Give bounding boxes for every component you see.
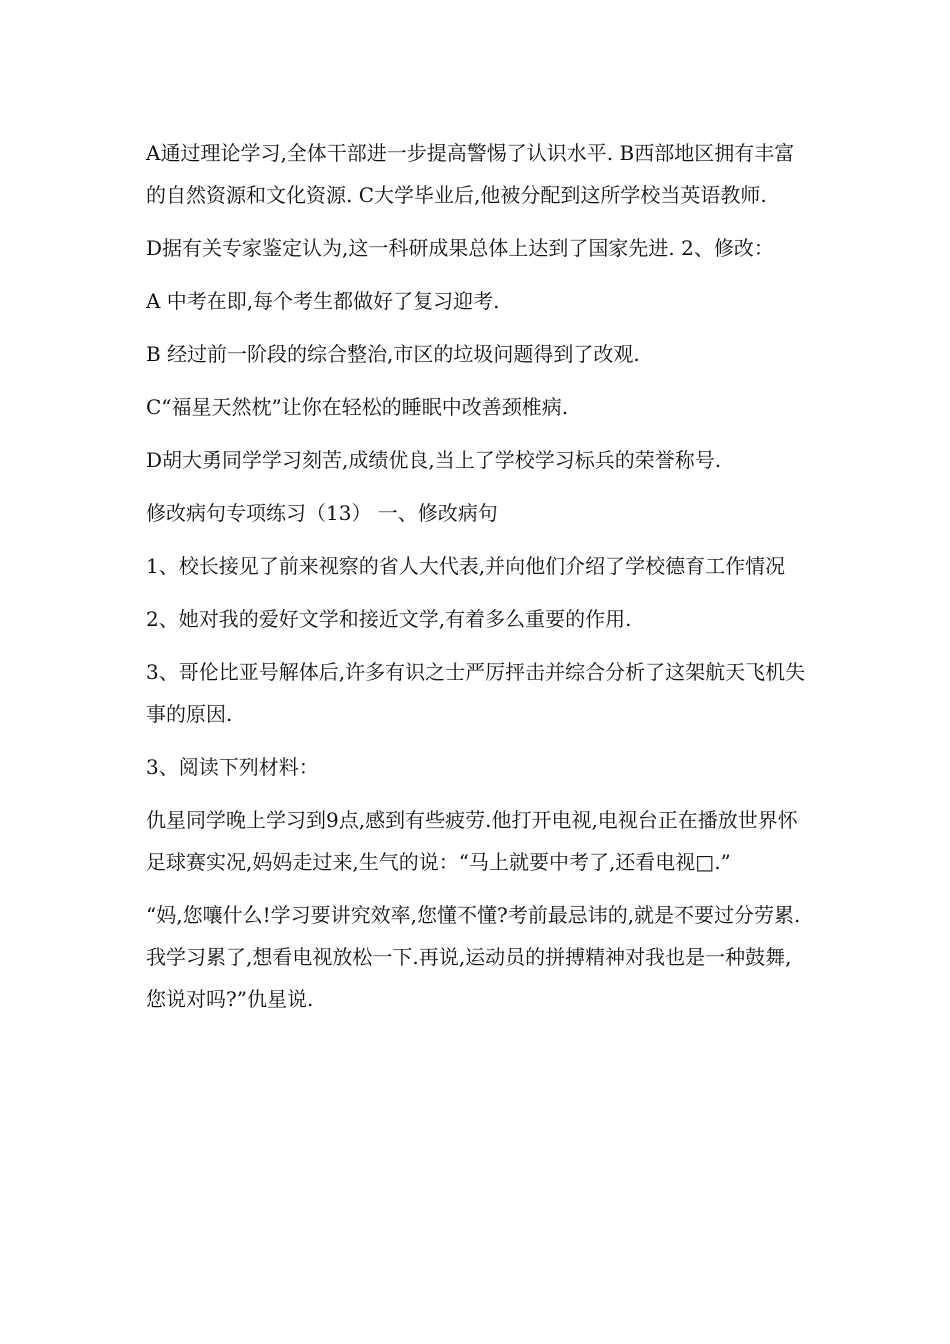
paragraph-9: 2、她对我的爱好文学和接近文学,有着多么重要的作用. <box>146 607 632 631</box>
paragraph-5: C“福星天然枕”让你在轻松的睡眠中改善颈椎病. <box>146 395 569 419</box>
paragraph-4: B 经过前一阶段的综合整治,市区的垃圾问题得到了改观. <box>146 342 640 366</box>
section-heading: 修改病句专项练习（13） 一、修改病句 <box>146 501 498 525</box>
paragraph-2: D据有关专家鉴定认为,这一科研成果总体上达到了国家先进. 2、修改： <box>146 236 774 260</box>
paragraph-13: “妈,您嚷什么!学习要讲究效率,您懂不懂?考前最忌讳的,就是不要过分劳累.我学习累了,想看电视放松一下.再说,运动员的拼搏精神对我也是一种鼓舞,您说对吗?”仇星说. <box>146 903 801 1011</box>
paragraph-12: 仇星同学晚上学习到9点,感到有些疲劳.他打开电视,电视台正在播放世界怀足球赛实况,妈妈走过来,生气的说：“马上就要中考了,还看电视□.” <box>146 808 798 874</box>
paragraph-6: D胡大勇同学学习刻苦,成绩优良,当上了学校学习标兵的荣誉称号. <box>146 448 722 472</box>
document-body <box>146 132 811 1031</box>
paragraph-3: A 中考在即,每个考生都做好了复习迎考. <box>146 289 500 313</box>
paragraph-1: A通过理论学习,全体干部进一步提高警惕了认识水平. B西部地区拥有丰富的自然资源和文化资源. C大学毕业后,他被分配到这所学校当英语教师. <box>146 141 795 207</box>
paragraph-8: 1、校长接见了前来视察的省人大代表,并向他们介绍了学校德育工作情况 <box>146 554 786 578</box>
paragraph-11: 3、阅读下列材料： <box>146 755 319 779</box>
paragraph-10: 3、哥伦比亚号解体后,许多有识之士严厉抨击并综合分析了这架航天飞机失事的原因. <box>146 660 806 726</box>
